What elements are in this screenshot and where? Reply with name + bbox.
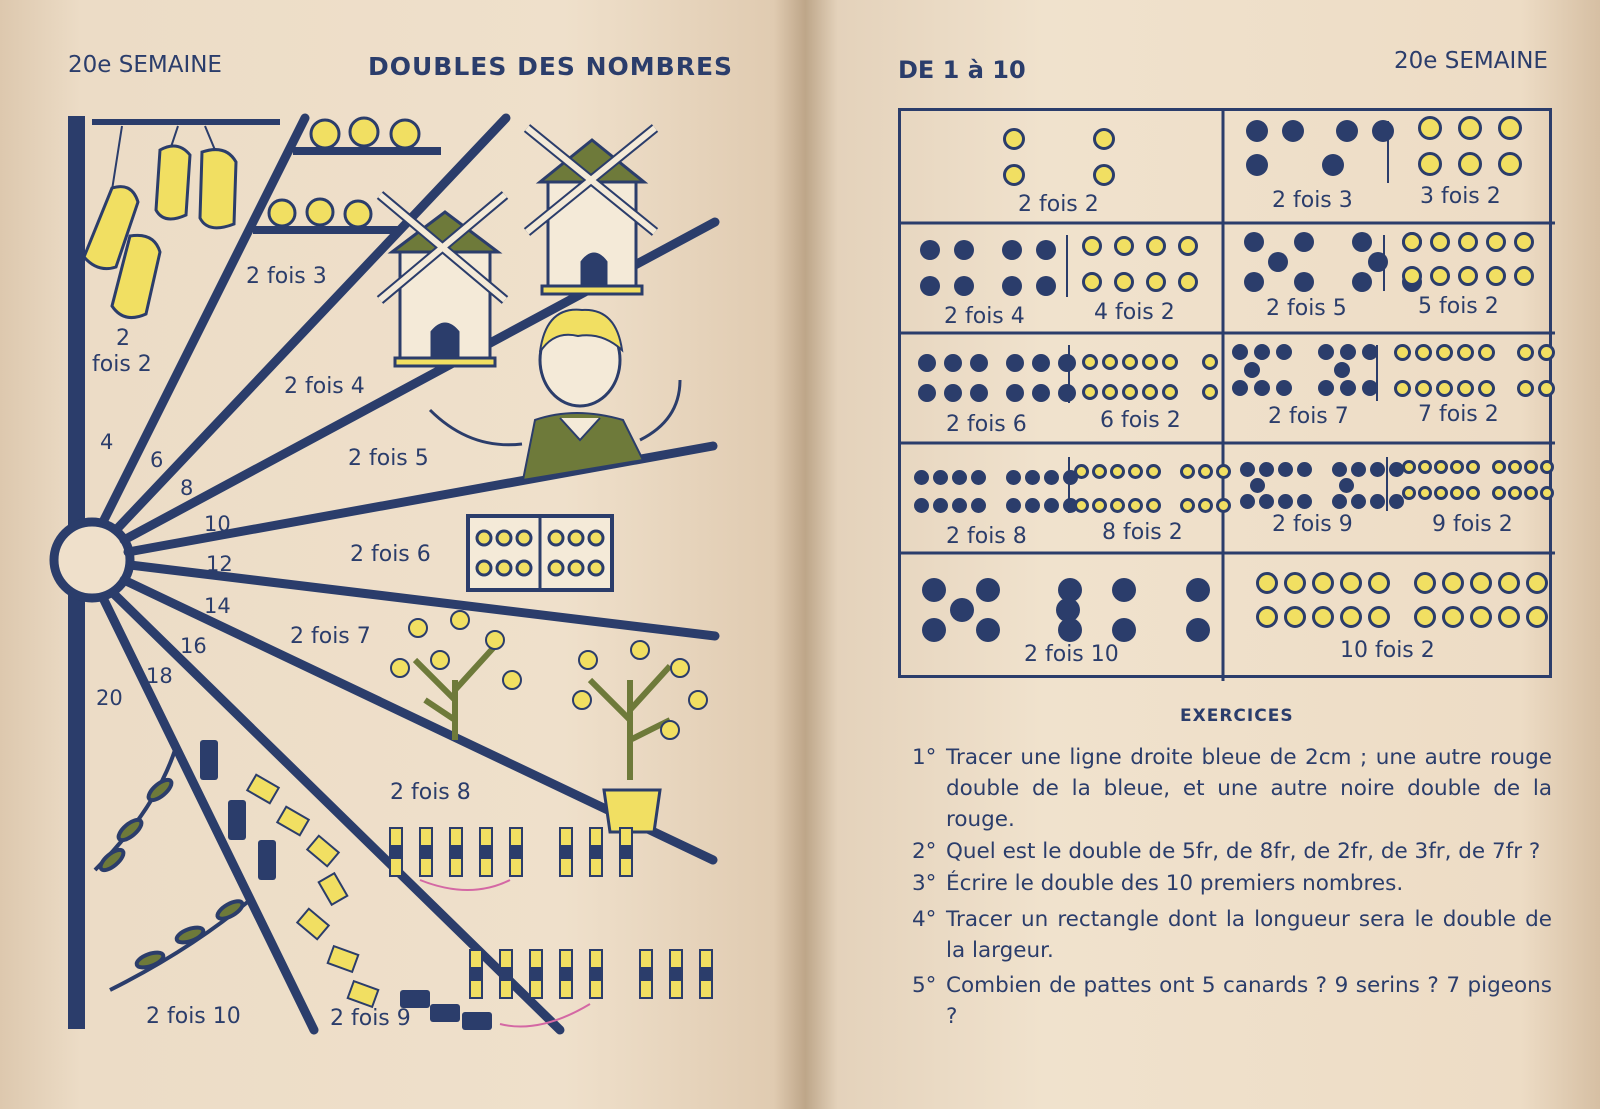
caption-9-fois-2: 9 fois 2 (1432, 512, 1513, 537)
branches-drawing (95, 750, 250, 990)
dots-2x3-row2 (1246, 154, 1344, 176)
label-2-fois-7: 2 fois 7 (290, 624, 371, 649)
exercise-5-text: Combien de pattes ont 5 canards ? 9 serins ? 7 pigeons ? (946, 973, 1552, 1029)
left-page-title: DOUBLES DES NOMBRES (368, 52, 734, 81)
caption-10-fois-2: 10 fois 2 (1340, 638, 1435, 663)
dots-9x2-row2 (1402, 486, 1554, 500)
dots-10x2-row1 (1256, 572, 1548, 594)
ray-number-20: 20 (96, 686, 123, 710)
exercise-1-number: 1° (912, 745, 937, 770)
dots-2x9-row2 (1250, 478, 1354, 493)
caption-8-fois-2: 8 fois 2 (1102, 520, 1183, 545)
label-2-fois-6: 2 fois 6 (350, 542, 431, 567)
caption-3-fois-2: 3 fois 2 (1420, 184, 1501, 209)
ray-number-18: 18 (146, 664, 173, 688)
ray-number-4: 4 (100, 430, 114, 454)
caption-2-fois-5: 2 fois 5 (1266, 296, 1347, 321)
dots-2x2-row2 (1003, 164, 1115, 186)
exercise-2-text: Quel est le double de 5fr, de 8fr, de 2fr, de 3fr, de 7fr ? (946, 839, 1541, 864)
exercise-4-number: 4° (912, 907, 937, 932)
dots-2x4-row2 (920, 276, 1056, 296)
caption-7-fois-2: 7 fois 2 (1418, 402, 1499, 427)
right-page-title: DE 1 à 10 (898, 56, 1026, 84)
dots-2x10-row3 (922, 618, 1210, 642)
dots-8x2-row2 (1074, 498, 1231, 513)
caption-4-fois-2: 4 fois 2 (1094, 300, 1175, 325)
exercise-3 (912, 868, 1552, 902)
caption-2-fois-3: 2 fois 3 (1272, 188, 1353, 213)
dots-6x2-row2 (1082, 384, 1218, 400)
dots-2x9-row1 (1240, 462, 1404, 477)
exercise-2-number: 2° (912, 839, 937, 864)
pink-mark-1 (420, 880, 510, 890)
dots-2x6-row1 (918, 354, 1076, 372)
caption-2-fois-8: 2 fois 8 (946, 524, 1027, 549)
exercises-title: EXERCICES (1180, 706, 1294, 726)
dots-2x2-row1 (1003, 128, 1115, 150)
dots-2x9-row3 (1240, 494, 1404, 509)
label-2-top: 2 (116, 326, 130, 351)
ray-number-8: 8 (180, 476, 194, 500)
caption-2-fois-9: 2 fois 9 (1272, 512, 1353, 537)
dots-5x2-row1 (1402, 232, 1534, 252)
dots-2x3-row1 (1246, 120, 1394, 142)
dots-2x5-row1 (1244, 232, 1422, 252)
exercise-1-text: Tracer une ligne droite bleue de 2cm ; une autre rouge double de la bleue, et une autre noire double de la rouge. (946, 745, 1552, 832)
dots-2x5-row3 (1244, 272, 1422, 292)
dots-2x7-row3 (1232, 380, 1378, 396)
label-2-fois-9: 2 fois 9 (330, 1006, 411, 1031)
exercise-4 (912, 904, 1552, 968)
dots-4x2-row1 (1082, 236, 1198, 256)
exercise-3-number: 3° (912, 871, 937, 896)
dots-8x2-row1 (1074, 464, 1231, 479)
caption-2-fois-2: 2 fois 2 (1018, 192, 1099, 217)
dots-2x8-row1 (914, 470, 1078, 485)
ray-number-14: 14 (204, 594, 231, 618)
exercise-1 (912, 742, 1552, 838)
caption-2-fois-10: 2 fois 10 (1024, 642, 1119, 667)
exercise-4-text: Tracer un rectangle dont la longueur sera le double de la largeur. (946, 907, 1552, 963)
caption-6-fois-2: 6 fois 2 (1100, 408, 1181, 433)
dots-2x5-row2 (1268, 252, 1388, 272)
exercise-3-text: Écrire le double des 10 premiers nombres. (946, 871, 1404, 896)
dots-2x4-row1 (920, 240, 1056, 260)
caption-2-fois-7: 2 fois 7 (1268, 404, 1349, 429)
dots-2x6-row2 (918, 384, 1076, 402)
right-week-header: 20e SEMAINE (1394, 48, 1548, 74)
dots-4x2-row2 (1082, 272, 1198, 292)
label-fois-2: fois 2 (92, 352, 152, 377)
label-2-fois-4: 2 fois 4 (284, 374, 365, 399)
label-2-fois-10: 2 fois 10 (146, 1004, 241, 1029)
ray-number-16: 16 (180, 634, 207, 658)
caption-5-fois-2: 5 fois 2 (1418, 294, 1499, 319)
dots-9x2-row1 (1402, 460, 1554, 474)
caption-2-fois-4: 2 fois 4 (944, 304, 1025, 329)
dots-2x7-row2 (1244, 362, 1350, 378)
exercise-5 (912, 970, 1552, 1034)
dots-5x2-row2 (1402, 266, 1534, 286)
windmill-2 (527, 128, 655, 294)
dots-6x2-row1 (1082, 354, 1218, 370)
left-week-header: 20e SEMAINE (68, 52, 222, 78)
dots-10x2-row2 (1256, 606, 1548, 628)
dots-7x2-row1 (1394, 344, 1555, 361)
dots-2x8-row2 (914, 498, 1078, 513)
dots-3x2-row2 (1418, 152, 1522, 176)
exercise-5-number: 5° (912, 973, 937, 998)
clogs-drawing (84, 126, 236, 318)
label-2-fois-5: 2 fois 5 (348, 446, 429, 471)
ray-number-6: 6 (150, 448, 164, 472)
dots-7x2-row2 (1394, 380, 1555, 397)
label-2-fois-3: 2 fois 3 (246, 264, 327, 289)
ray-number-12: 12 (206, 552, 233, 576)
windmill-1 (380, 195, 505, 366)
exercise-2 (912, 836, 1552, 870)
label-2-fois-8: 2 fois 8 (390, 780, 471, 805)
ray-number-10: 10 (204, 512, 231, 536)
caption-2-fois-6: 2 fois 6 (946, 412, 1027, 437)
dots-2x7-row1 (1232, 344, 1378, 360)
dots-3x2-row1 (1418, 116, 1522, 140)
domino-drawing (468, 516, 612, 590)
